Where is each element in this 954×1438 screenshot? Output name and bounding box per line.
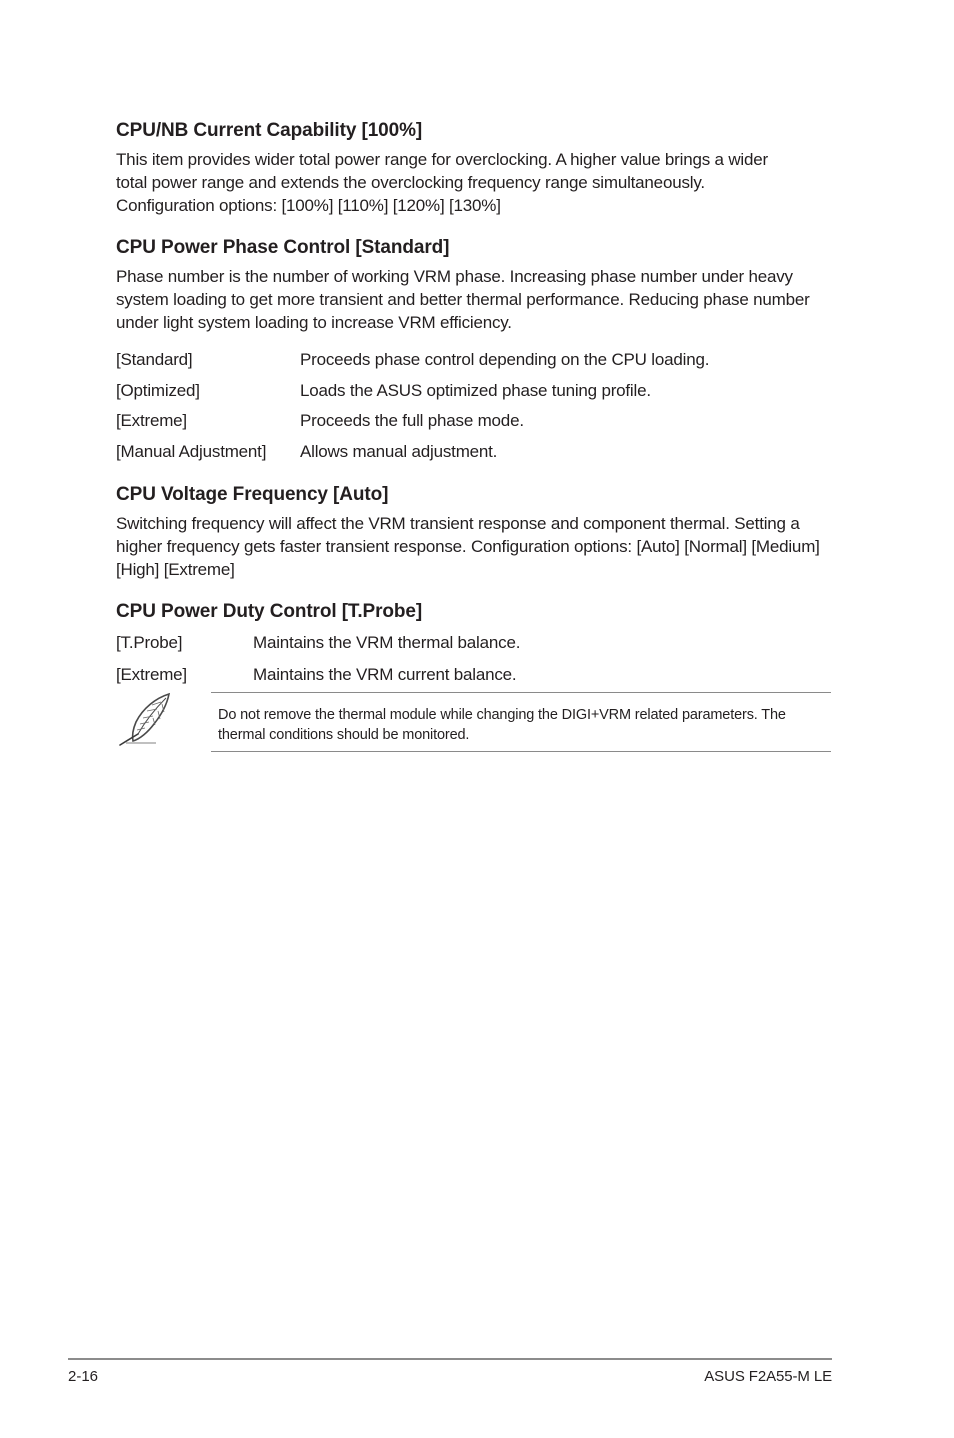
section-heading-cpu-power-phase-control: CPU Power Phase Control [Standard] [116, 237, 450, 258]
option-desc: Maintains the VRM thermal balance. [253, 633, 521, 653]
option-row [116, 661, 832, 693]
note-box [116, 690, 832, 756]
option-row [116, 629, 832, 661]
section-body-cpu-voltage-frequency: Switching frequency will affect the VRM transient response and component thermal. Setting a higher frequency gets faster transient response. Configuration options: [Auto] [Normal] [Medium] [High] [Extreme] [116, 514, 820, 580]
option-desc: Proceeds the full phase mode. [300, 411, 524, 431]
option-key: [Manual Adjustment] [116, 441, 267, 461]
page-number: 2-16 [68, 1368, 99, 1385]
duty-control-options [116, 629, 832, 693]
option-row [116, 438, 832, 469]
option-desc: Proceeds phase control depending on the CPU loading. [300, 350, 710, 369]
option-desc: Allows manual adjustment. [300, 441, 498, 461]
note-text: Do not remove the thermal module while changing the DIGI+VRM related parameters. The thermal conditions should be monitored. [218, 707, 786, 743]
section-heading-cpu-power-duty-control: CPU Power Duty Control [T.Probe] [116, 601, 423, 623]
option-row [116, 377, 832, 408]
option-desc: Loads the ASUS optimized phase tuning profile. [300, 380, 651, 400]
section-body-cpu-power-phase-control: Phase number is the number of working VRM phase. Increasing phase number under heavy system loading to get more transient and better thermal performance. Reducing phase number under light system loading to increase VRM efficiency. [116, 267, 810, 332]
option-desc: Maintains the VRM current balance. [253, 665, 517, 685]
option-row [116, 407, 832, 438]
phase-control-options [116, 346, 832, 468]
option-key: [T.Probe] [116, 633, 183, 653]
section-body-cpunb-current-capability: This item provides wider total power range for overclocking. A higher value brings a wider total power range and extends the overclocking frequency range simultaneously. Configuration options: [100%] [110%] [120%] [130%] [116, 150, 768, 215]
section-heading-cpu-voltage-frequency: CPU Voltage Frequency [Auto] [116, 484, 389, 506]
option-key: [Extreme] [116, 411, 187, 431]
option-key: [Optimized] [116, 380, 200, 400]
option-key: [Standard] [116, 350, 193, 369]
note-frame [211, 692, 831, 752]
footer-divider [68, 1358, 832, 1360]
option-key: [Extreme] [116, 665, 187, 685]
page-content [116, 118, 832, 707]
option-row [116, 346, 832, 377]
feather-pen-icon [116, 692, 172, 748]
product-name: ASUS F2A55-M LE [704, 1368, 832, 1385]
section-heading-cpunb-current-capability: CPU/NB Current Capability [100%] [116, 120, 423, 141]
